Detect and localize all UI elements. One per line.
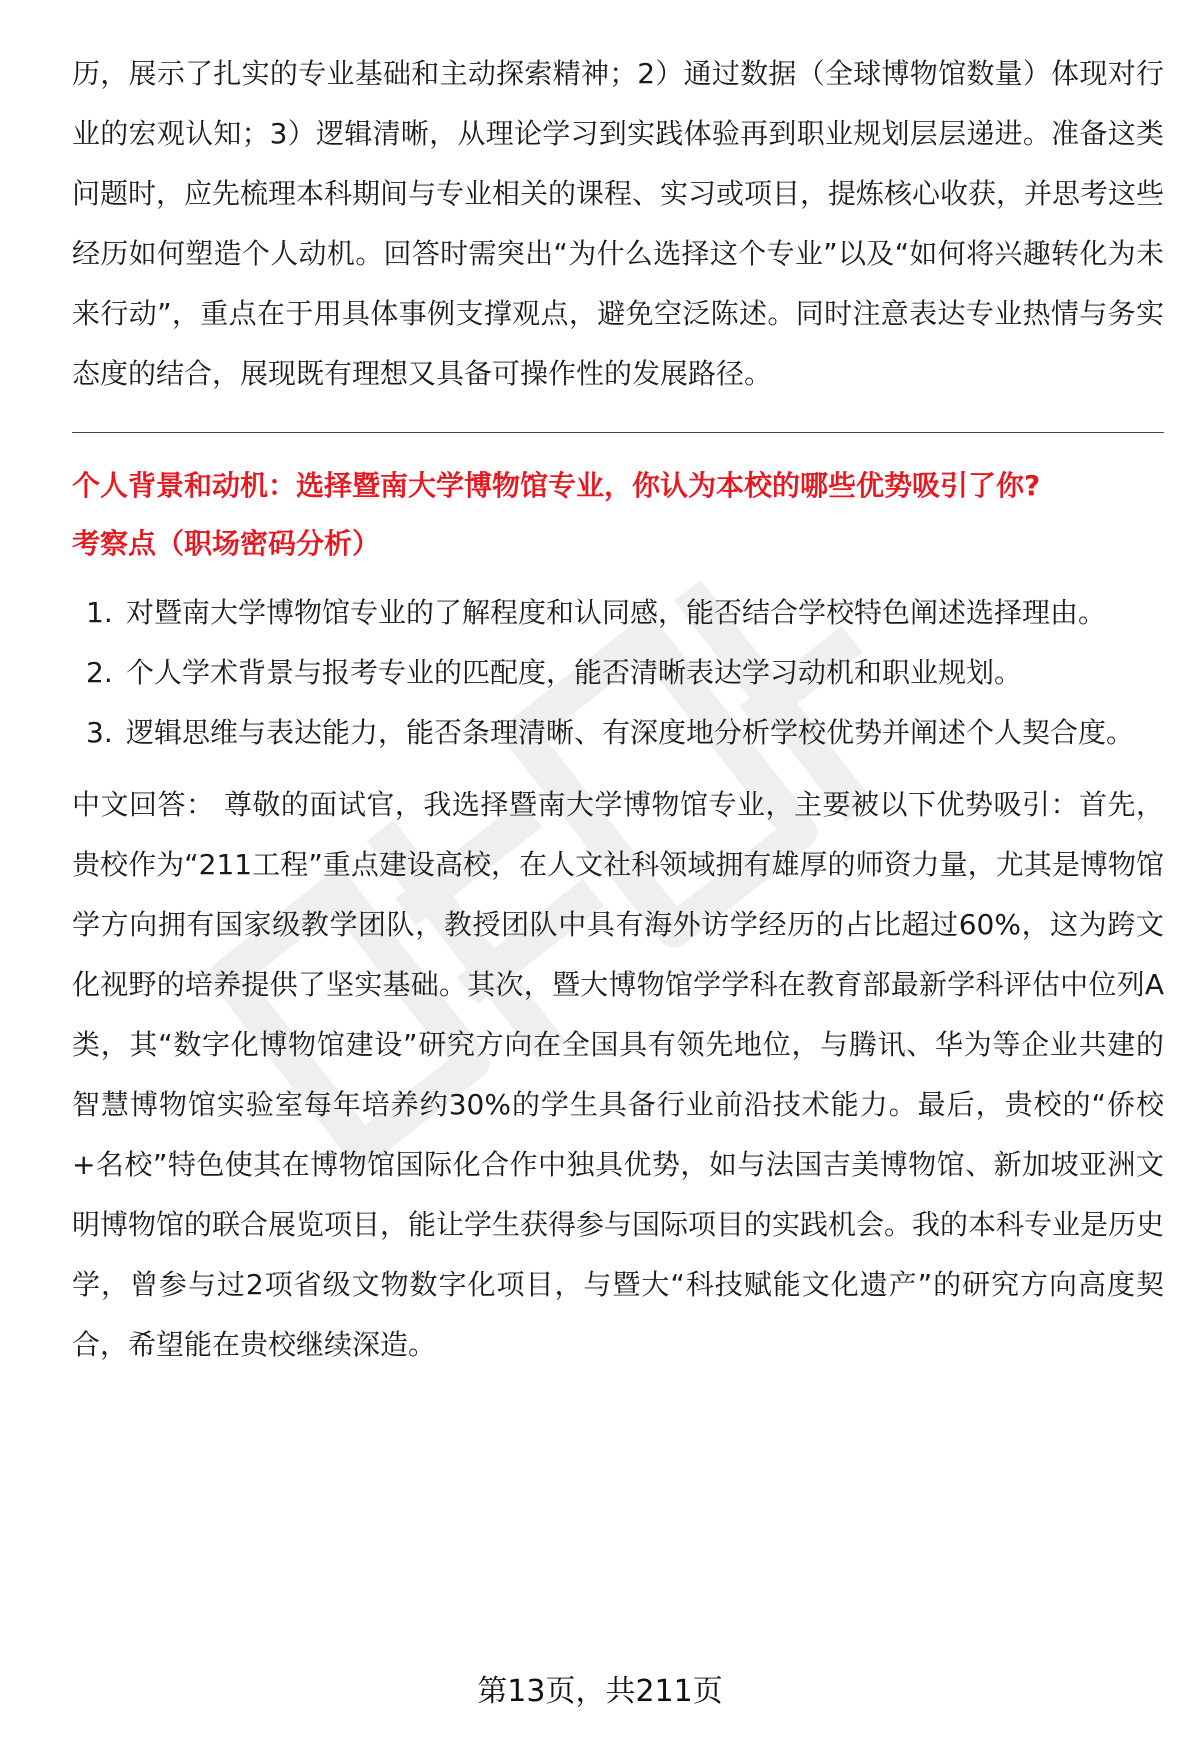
- list-number: 1.: [86, 596, 113, 629]
- focus-heading: 考察点（职场密码分析）: [72, 527, 381, 560]
- list-number: 3.: [86, 716, 113, 749]
- list-item: [72, 703, 1164, 763]
- question-title: 个人背景和动机：选择暨南大学博物馆专业，你认为本校的哪些优势吸引了你?: [72, 469, 1041, 502]
- list-item-text: 逻辑思维与表达能力，能否条理清晰、有深度地分析学校优势并阐述个人契合度。: [126, 716, 1135, 749]
- section-divider: [72, 432, 1164, 433]
- list-item: [72, 583, 1164, 643]
- page-content: [72, 44, 1164, 1375]
- list-item-text: 对暨南大学博物馆专业的了解程度和认同感，能否结合学校特色阐述选择理由。: [126, 596, 1107, 629]
- page-footer: 第13页，共211页: [477, 1674, 723, 1709]
- list-item-text: 个人学术背景与报考专业的匹配度，能否清晰表达学习动机和职业规划。: [126, 656, 1023, 689]
- intro-paragraph: 历，展示了扎实的专业基础和主动探索精神；2）通过数据（全球博物馆数量）体现对行业的宏观认知；3）逻辑清晰，从理论学习到实践体验再到职业规划层层递进。准备这类问题时，应先梳理本科期间与专业相关的课程、实习或项目，提炼核心收获，并思考这些经历如何塑造个人动机。回答时需突出“为什么选择这个专业”以及“如何将兴趣转化为未来行动”，重点在于用具体事例支撑观点，避免空泛陈述。同时注意表达专业热情与务实态度的结合，展现既有理想又具备可操作性的发展路径。: [72, 57, 1165, 390]
- answer-paragraph: 中文回答： 尊敬的面试官，我选择暨南大学博物馆专业，主要被以下优势吸引：首先，贵校作为“211工程”重点建设高校，在人文社科领域拥有雄厚的师资力量，尤其是博物馆学方向拥有国家级教学团队，教授团队中具有海外访学经历的占比超过60%，这为跨文化视野的培养提供了坚实基础。其次，暨大博物馆学学科在教育部最新学科评估中位列A类，其“数字化博物馆建设”研究方向在全国具有领先地位，与腾讯、华为等企业共建的智慧博物馆实验室每年培养约30%的学生具备行业前沿技术能力。最后，贵校的“侨校+名校”特色使其在博物馆国际化合作中独具优势，如与法国吉美博物馆、新加坡亚洲文明博物馆的联合展览项目，能让学生获得参与国际项目的实践机会。我的本科专业是历史学，曾参与过2项省级文物数字化项目，与暨大“科技赋能文化遗产”的研究方向高度契合，希望能在贵校继续深造。: [72, 788, 1165, 1361]
- list-number: 2.: [86, 656, 113, 689]
- focus-points-list: [72, 583, 1164, 763]
- list-item: [72, 643, 1164, 703]
